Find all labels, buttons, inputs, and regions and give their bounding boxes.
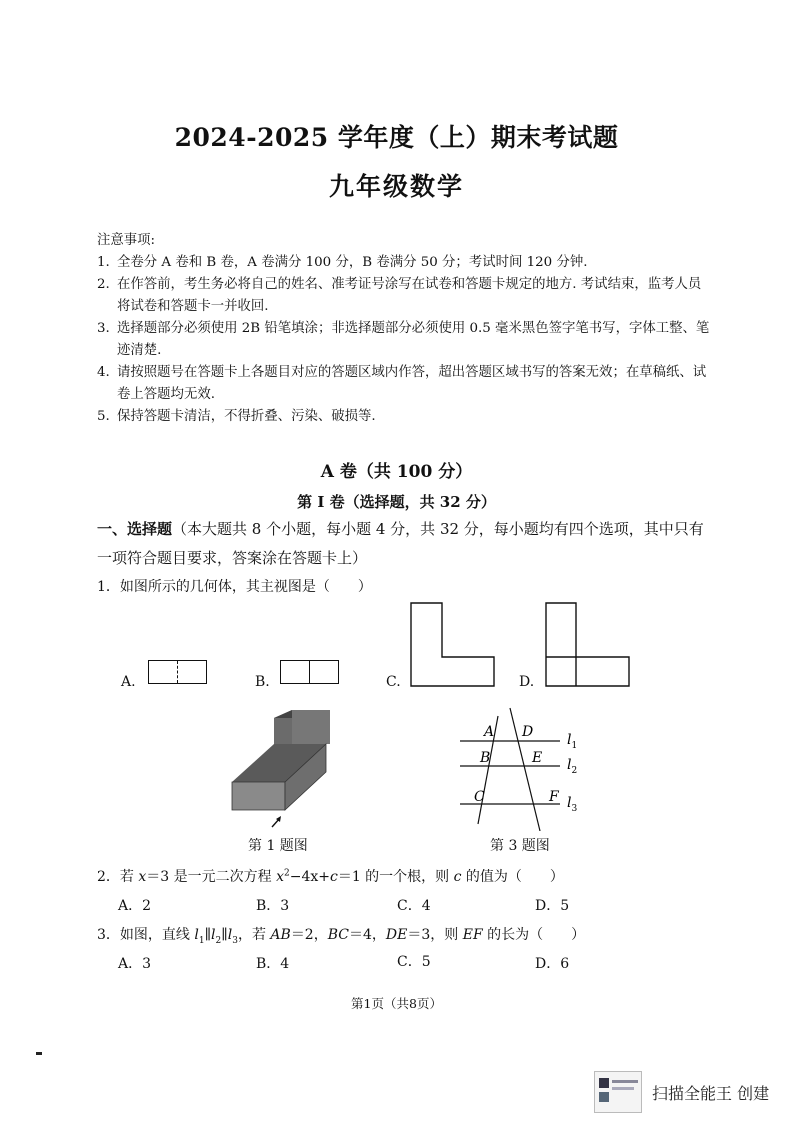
- point-c-label: C: [474, 789, 485, 805]
- point-a-label: A: [484, 724, 495, 740]
- note-number: 2.: [97, 277, 110, 292]
- note-number: 5.: [97, 409, 110, 424]
- q1-option-d-figure: [545, 602, 631, 688]
- note-text: 选择题部分必须使用 2B 铅笔填涂；非选择题部分必须使用 0.5 毫米黑色签字笔书写，字体工整、笔迹清楚.: [117, 321, 710, 358]
- note-number: 3.: [97, 321, 110, 336]
- note-text: 请按照题号在答题卡上各题目对应的答题区域内作答，超出答题区域书写的答案无效；在草稿纸、试卷上答题均无效.: [117, 365, 707, 402]
- section-intro: [97, 515, 707, 573]
- scanner-watermark: [594, 1071, 769, 1113]
- point-f-label: F: [549, 789, 559, 805]
- q1-figure-caption: 第 1 题图: [248, 838, 308, 854]
- line-l2-label: $l_2$: [567, 757, 578, 776]
- scan-speck: [36, 1052, 42, 1055]
- note-text: 在作答前，考生务必将自己的姓名、准考证号涂写在试卷和答题卡规定的地方. 考试结束，监考人员将试卷和答题卡一并收回.: [117, 277, 702, 314]
- question-3-stem: 3．如图，直线 $l_1\parallel l_2\parallel l_3$，若 AB＝2，BC＝4，DE＝3，则 EF 的长为（ ）: [97, 927, 586, 946]
- point-b-label: B: [480, 750, 491, 766]
- q2-option-c: C．4: [397, 898, 431, 914]
- section-intro-text: （本大题共 8 个小题，每小题 4 分，共 32 分，每小题均有四个选项，其中只有一项符合题目要求，答案涂在答题卡上）: [97, 520, 704, 567]
- note-text: 保持答题卡清洁，不得折叠、污染、破损等.: [117, 409, 376, 424]
- q3-option-b: B．4: [256, 956, 290, 972]
- exam-subtitle: 九年级数学: [328, 172, 464, 201]
- exam-title: 2024-2025 学年度（上）期末考试题: [174, 123, 619, 152]
- q1-option-b-label: B.: [255, 674, 270, 690]
- q1-solid-figure: [228, 710, 353, 830]
- q3-figure-caption: 第 3 题图: [490, 838, 550, 854]
- q3-option-d: D．6: [535, 956, 570, 972]
- q1-option-a-label: A.: [121, 674, 136, 690]
- question-2-stem: 2．若 x＝3 是一元二次方程 $x^2-4x+c=1$ 的一个根，则 c 的值为（ ）: [97, 868, 564, 885]
- q1-option-c-label: C.: [386, 674, 401, 690]
- point-d-label: D: [522, 724, 534, 740]
- q3-parallel-lines-figure: [452, 706, 592, 831]
- line-l1-label: $l_1$: [567, 732, 578, 751]
- q1-option-c-figure: [410, 602, 496, 688]
- scanner-watermark-text: 扫描全能王 创建: [652, 1083, 770, 1103]
- q2-option-a: A．2: [118, 898, 152, 914]
- page-number: 第1页（共8页）: [351, 996, 442, 1011]
- section-intro-heading: 一、选择题: [97, 520, 173, 538]
- notes-heading: 注意事项:: [97, 233, 156, 248]
- q2-option-d: D．5: [535, 898, 570, 914]
- q2-option-b: B．3: [256, 898, 290, 914]
- part1-title: 第 I 卷（选择题，共 32 分）: [297, 493, 496, 511]
- line-l3-label: $l_3$: [567, 795, 578, 814]
- section-a-title: A 卷（共 100 分）: [320, 462, 473, 482]
- point-e-label: E: [532, 750, 543, 766]
- note-number: 4.: [97, 365, 110, 380]
- q1-option-a-figure: [148, 660, 207, 684]
- q3-option-a: A．3: [118, 956, 152, 972]
- notes-section: [97, 230, 717, 430]
- note-number: 1.: [97, 255, 110, 270]
- q3-option-c: C．5: [397, 954, 431, 970]
- question-1-stem: 1．如图所示的几何体，其主视图是（ ）: [97, 579, 372, 595]
- q1-option-b-figure: [280, 660, 339, 684]
- scanner-logo-icon: [594, 1071, 642, 1113]
- q1-option-d-label: D.: [519, 674, 535, 690]
- note-text: 全卷分 A 卷和 B 卷，A 卷满分 100 分，B 卷满分 50 分；考试时间 120 分钟.: [117, 255, 588, 270]
